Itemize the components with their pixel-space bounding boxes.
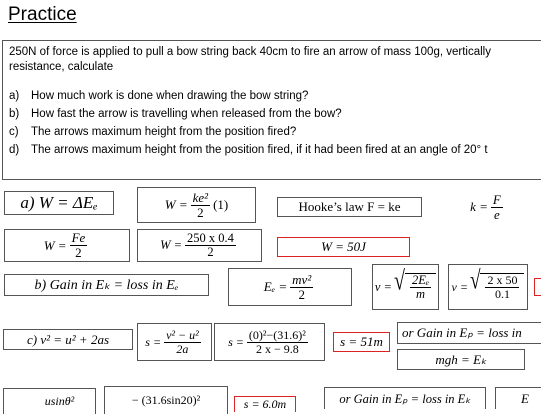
equation-tag: (1) [213,197,229,212]
question-label: d) [9,144,20,156]
numerator: F [492,191,501,207]
denominator: 2 [197,204,204,220]
denominator: 2 [75,245,82,260]
square-root: √ $\frac{2 x 50}{0.1}$ [470,273,525,300]
question-d [9,143,541,158]
denominator: 2a [176,341,189,356]
equation-text: s = 51m [340,334,383,349]
question-label: b) [9,108,20,120]
equation-text: − (31.6sin20)² [131,393,201,407]
velocity-substitution [448,264,528,310]
hookes-law-box [277,197,422,217]
displacement-formula [137,323,212,361]
numerator: ke² [192,189,209,205]
displacement-substitution [214,323,325,361]
denominator: 2 x − 9.8 [255,341,299,356]
fraction [410,274,431,301]
fraction [247,329,308,355]
question-b [9,107,541,122]
question-text: How much work is done when drawing the bow string? [31,90,309,102]
equation-text: c) v² = u² + 2as [26,331,110,347]
page-title: Practice [8,4,77,25]
problem-intro-line-1: 250N of force is applied to pull a bow string back 40cm to fire an arrow of mass 100g, vertically [9,46,491,58]
displacement-result [333,332,390,352]
denominator: 2 [207,245,214,259]
elastic-energy-mv-formula [228,268,352,306]
numerator: 2Eₑ [411,272,430,287]
numerator: (0)²−(31.6)² [248,327,306,342]
fraction [290,273,313,301]
suvat-equation [3,329,133,350]
velocity-formula [372,264,439,310]
denominator: 0.1 [494,287,510,301]
work-energy-equation [4,191,114,215]
equation-text: Hooke’s law F = ke [298,199,401,214]
numerator: 2 x 50 [487,273,518,288]
fraction [164,329,201,355]
equation-text: s = 6.0m [243,397,287,411]
problem-statement [2,40,541,180]
equation-lhs: W = [164,197,188,212]
question-a [9,89,541,104]
numerator: Fe [71,230,86,246]
equation-lhs: s = [145,334,162,349]
equation-text: a) W = ΔEₑ [20,193,98,212]
question-text: The arrows maximum height from the position fired, if it had been fired at an angle of 20° t [31,144,488,156]
question-label: a) [9,90,20,102]
problem-intro-line-2: resistance, calculate [9,61,114,73]
fraction [491,193,503,221]
fraction [185,232,236,259]
equation-lhs: s = [228,334,244,349]
work-fe-formula [4,229,130,262]
numerator: v² − u² [166,327,199,342]
denominator: m [416,287,426,301]
spring-constant-formula [445,190,531,224]
question-text: The arrows maximum height from the position fired? [31,126,297,138]
problem-intro [9,45,541,75]
fraction [70,231,88,259]
work-result [277,237,410,257]
fraction [191,191,210,219]
mgh-equation [397,349,525,370]
equation-text: W = 50J [321,239,366,254]
equation-lhs: W = [160,238,183,252]
equation-lhs: W = [43,237,67,253]
angle-height-formula [3,388,96,414]
angle-height-substitution [104,386,228,414]
equation-text: E [521,390,529,406]
denominator: 2 [298,286,305,302]
equation-lhs: k = [470,199,488,214]
potential-energy-equation [397,322,541,344]
equation-lhs: v = [451,279,468,294]
numerator: 250 x 0.4 [187,230,234,245]
equation-lhs: v = [374,279,392,294]
equation-text: usinθ² [44,394,75,408]
numerator: mv² [292,271,312,287]
elastic-energy-formula [137,187,256,223]
square-root: √ $\frac{\text{2Eₑ}}{m}$ [394,273,436,301]
question-text: How fast the arrow is travelling when released from the bow? [31,108,342,120]
equation-text: or Gain in Eₚ = loss in Eₖ [339,391,471,406]
question-c [9,125,541,140]
equation-lhs: Eₑ = [263,279,288,294]
equation-text: mgh = Eₖ [435,351,487,367]
clipped-result-box [534,278,541,296]
denominator: e [494,206,500,222]
question-label: c) [9,126,19,138]
fraction [485,274,519,300]
equation-text: or Gain in Eₚ = loss in [402,325,522,340]
kinetic-elastic-energy-equation [4,274,209,296]
equation-text: b) Gain in Eₖ = loss in Eₑ [34,277,179,293]
work-substitution [137,229,262,262]
angle-height-result [234,396,296,412]
